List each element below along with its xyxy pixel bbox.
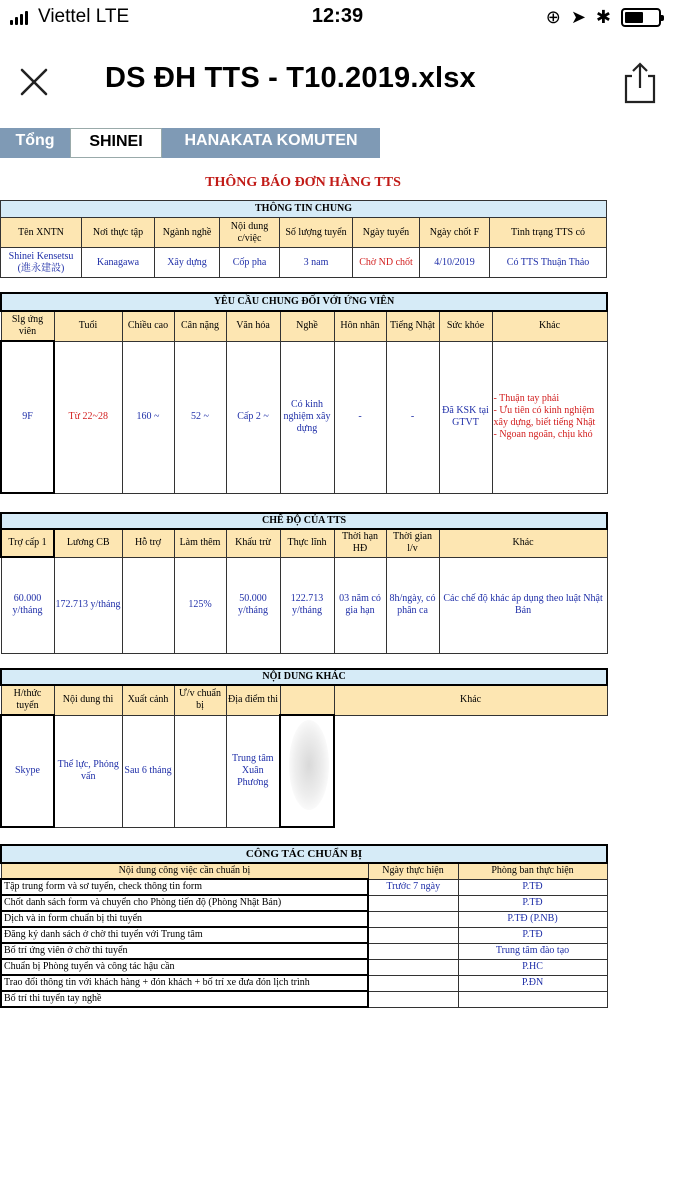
tab-hanakata-komuten[interactable]: HANAKATA KOMUTEN	[162, 128, 380, 158]
table-row	[1, 911, 607, 927]
task-cell: Bố trí thi tuyển tay nghề	[1, 991, 368, 1007]
header-cell: Lương CB	[54, 529, 122, 557]
header-cell: Tuổi	[54, 311, 122, 341]
value-cell: Sau 6 tháng	[122, 715, 174, 827]
table-row	[1, 943, 607, 959]
task-cell: Dịch và in form chuẩn bị thi tuyển	[1, 911, 368, 927]
value-cell	[334, 715, 607, 827]
value-cell: Cốp pha	[220, 248, 280, 278]
dept-cell	[458, 991, 607, 1007]
share-icon[interactable]	[620, 60, 660, 106]
status-bar	[0, 0, 675, 36]
redacted-cell	[280, 685, 334, 715]
battery-icon	[621, 8, 661, 27]
tab-tong[interactable]: Tổng	[0, 128, 70, 158]
rotation-lock-icon: ⊕	[545, 7, 561, 27]
document-title: THÔNG BÁO ĐƠN HÀNG TTS	[205, 175, 401, 190]
spreadsheet-view[interactable]	[0, 128, 675, 1200]
value-cell: Đã KSK tại GTVT	[439, 341, 492, 493]
value-cell: Shinei Kensetsu (進永建設)	[1, 248, 82, 278]
table-row	[1, 991, 607, 1007]
value-cell: 172.713 y/tháng	[54, 557, 122, 653]
header-cell: Chiều cao	[122, 311, 174, 341]
value-cell: Các chế độ khác áp dụng theo luật Nhật Bản	[439, 557, 607, 653]
date-cell	[368, 991, 458, 1007]
preparation-title: CÔNG TÁC CHUẨN BỊ	[1, 845, 607, 863]
task-cell: Trao đổi thông tin với khách hàng + đón khách + bố trí xe đưa đón lịch trình	[1, 975, 368, 991]
value-cell: 3 nam	[280, 248, 353, 278]
value-cell: -	[386, 341, 439, 493]
value-cell: - Thuận tay phải - Ưu tiên có kinh nghiệm xây dựng, biết tiếng Nhật - Ngoan ngoãn, chịu khó	[492, 341, 607, 493]
header-cell: Khác	[334, 685, 607, 715]
header-cell: Hôn nhân	[334, 311, 386, 341]
bluetooth-icon: ✱	[595, 7, 611, 27]
value-cell: -	[334, 341, 386, 493]
location-icon: ➤	[570, 7, 586, 27]
task-cell: Chốt danh sách form và chuyển cho Phòng tiến độ (Phòng Nhật Bản)	[1, 895, 368, 911]
general-info-title: THÔNG TIN CHUNG	[1, 201, 607, 218]
value-cell: Thể lực, Phỏng vấn	[54, 715, 122, 827]
value-cell: Có TTS Thuận Thảo	[490, 248, 607, 278]
benefits-table	[0, 512, 608, 654]
header-cell: Nội dung công việc cần chuẩn bị	[1, 863, 368, 879]
header-cell: Nghề	[280, 311, 334, 341]
preparation-table	[0, 844, 608, 1008]
value-cell: 4/10/2019	[420, 248, 490, 278]
table-row	[1, 879, 607, 895]
value-cell: 60.000 y/tháng	[1, 557, 54, 653]
header-cell: Văn hóa	[226, 311, 280, 341]
dept-cell: P.HC	[458, 959, 607, 975]
header-cell: Khác	[439, 529, 607, 557]
header-cell: H/thức tuyển	[1, 685, 54, 715]
header-cell: Slg ứng viên	[1, 311, 54, 341]
header-cell: Tên XNTN	[1, 218, 82, 248]
date-cell	[368, 975, 458, 991]
date-cell	[368, 911, 458, 927]
value-cell: 9F	[1, 341, 54, 493]
header-cell: Ngành nghề	[155, 218, 220, 248]
value-cell: 160 ~	[122, 341, 174, 493]
header-cell: Tiếng Nhật	[386, 311, 439, 341]
header-cell: Phòng ban thực hiện	[458, 863, 607, 879]
dept-cell: P.TĐ	[458, 895, 607, 911]
carrier-label: Viettel LTE	[38, 6, 130, 27]
dept-cell: P.TĐ (P.NB)	[458, 911, 607, 927]
value-cell: Skype	[1, 715, 54, 827]
header-cell: Ngày tuyển	[353, 218, 420, 248]
table-row	[1, 975, 607, 991]
header-cell: Khấu trừ	[226, 529, 280, 557]
date-cell	[368, 959, 458, 975]
date-cell: Trước 7 ngày	[368, 879, 458, 895]
table-row	[1, 895, 607, 911]
date-cell	[368, 943, 458, 959]
value-cell: Trung tâm Xuân Phương	[226, 715, 280, 827]
header-cell: Ngày chốt F	[420, 218, 490, 248]
header-cell: Số lượng tuyển	[280, 218, 353, 248]
value-cell	[174, 715, 226, 827]
value-cell: 03 năm có gia hạn	[334, 557, 386, 653]
requirements-title: YÊU CẦU CHUNG ĐỐI VỚI ỨNG VIÊN	[1, 293, 607, 311]
header-cell: Ngày thực hiện	[368, 863, 458, 879]
task-cell: Chuẩn bị Phòng tuyển và công tác hậu cần	[1, 959, 368, 975]
value-cell: Cấp 2 ~	[226, 341, 280, 493]
value-cell	[122, 557, 174, 653]
table-row	[1, 959, 607, 975]
header-cell: Nơi thực tập	[82, 218, 155, 248]
value-cell: 8h/ngày, có phân ca	[386, 557, 439, 653]
dept-cell: P.TĐ	[458, 927, 607, 943]
requirements-table	[0, 292, 608, 494]
value-cell: 52 ~	[174, 341, 226, 493]
header-cell: Thời hạn HĐ	[334, 529, 386, 557]
table-row	[1, 927, 607, 943]
header-cell: Thời gian l/v	[386, 529, 439, 557]
clock: 12:39	[311, 5, 364, 27]
header-cell: Ư/v chuẩn bị	[174, 685, 226, 715]
general-info-table	[0, 200, 607, 278]
value-cell: Từ 22~28	[54, 341, 122, 493]
dept-cell: Trung tâm đào tạo	[458, 943, 607, 959]
redacted-cell	[280, 715, 334, 827]
other-info-title: NỘI DUNG KHÁC	[1, 669, 607, 685]
value-cell: 125%	[174, 557, 226, 653]
header-cell: Hỗ trợ	[122, 529, 174, 557]
tab-shinei[interactable]: SHINEI	[70, 128, 162, 158]
value-cell: Có kinh nghiệm xây dựng	[280, 341, 334, 493]
value-cell: Kanagawa	[82, 248, 155, 278]
value-cell: Chờ ND chốt	[353, 248, 420, 278]
header-cell: Địa điểm thi	[226, 685, 280, 715]
other-info-table	[0, 668, 608, 828]
dept-cell: P.TĐ	[458, 879, 607, 895]
close-icon[interactable]	[14, 62, 54, 102]
header-cell: Nội dung c/việc	[220, 218, 280, 248]
task-cell: Đăng ký danh sách ở chờ thi tuyển với Trung tâm	[1, 927, 368, 943]
header-cell: Khác	[492, 311, 607, 341]
header-cell: Trợ cấp 1	[1, 529, 54, 557]
header-cell: Xuất cảnh	[122, 685, 174, 715]
task-cell: Bố trí ứng viên ở chờ thi tuyển	[1, 943, 368, 959]
header-cell: Làm thêm	[174, 529, 226, 557]
header-cell: Thực lĩnh	[280, 529, 334, 557]
dept-cell: P.ĐN	[458, 975, 607, 991]
header-cell: Sức khỏe	[439, 311, 492, 341]
header-cell: Tình trạng TTS có	[490, 218, 607, 248]
date-cell	[368, 927, 458, 943]
value-cell: Xây dựng	[155, 248, 220, 278]
value-cell: 122.713 y/tháng	[280, 557, 334, 653]
date-cell	[368, 895, 458, 911]
benefits-title: CHẾ ĐỘ CỦA TTS	[1, 513, 607, 529]
value-cell: 50.000 y/tháng	[226, 557, 280, 653]
header-cell: Cân nặng	[174, 311, 226, 341]
header-cell: Nội dung thi	[54, 685, 122, 715]
file-title: DS ĐH TTS - T10.2019.xlsx	[105, 62, 476, 94]
task-cell: Tập trung form và sơ tuyển, check thông tin form	[1, 879, 368, 895]
